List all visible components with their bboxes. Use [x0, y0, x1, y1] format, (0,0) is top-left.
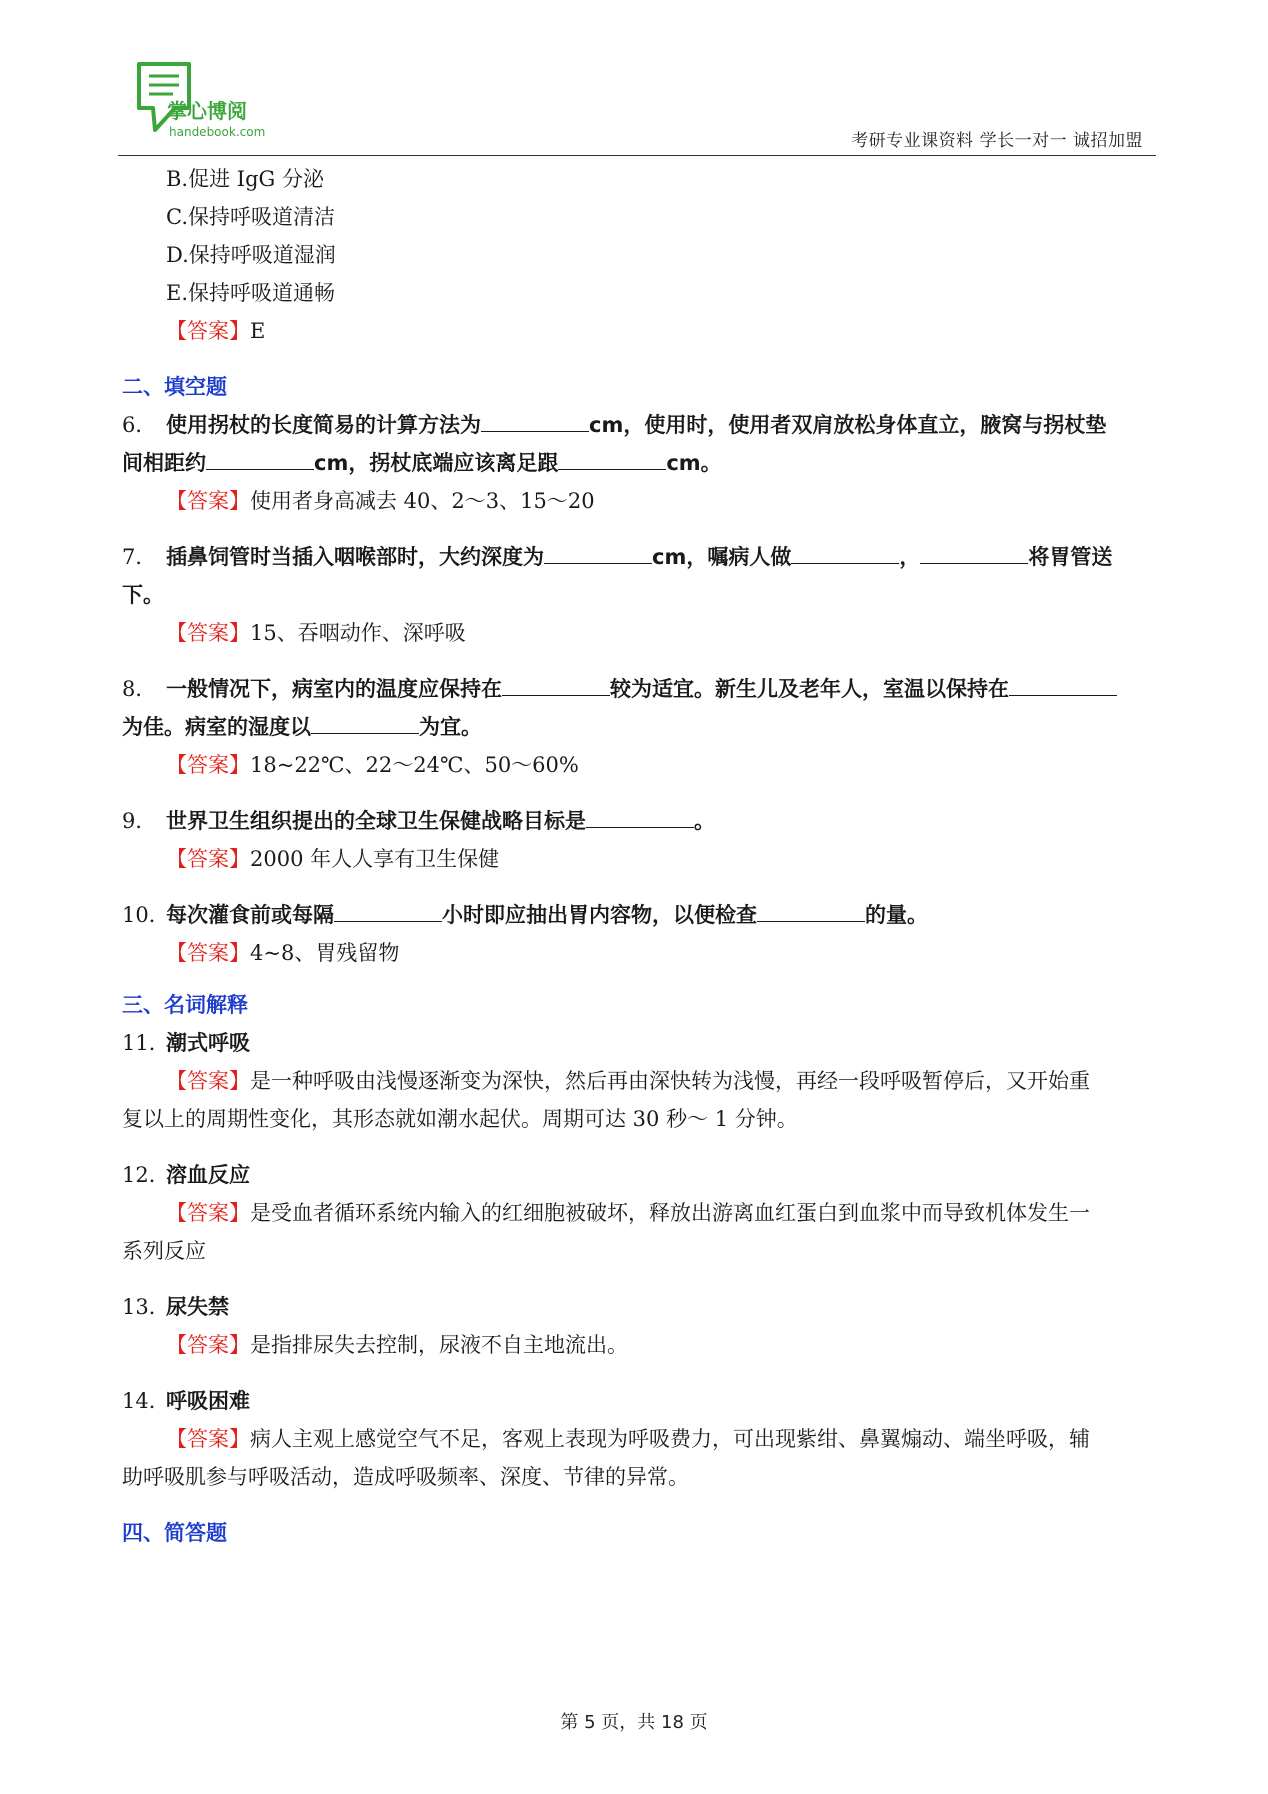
answer-text: 15、吞咽动作、深呼吸 — [250, 621, 466, 645]
question-7 — [122, 538, 1156, 576]
answer-14-cont: 助呼吸肌参与呼吸活动，造成呼吸频率、深度、节律的异常。 — [122, 1465, 689, 1489]
question-text: 为宜。 — [419, 715, 482, 739]
question-number: 12． — [122, 1163, 170, 1187]
blank — [206, 451, 314, 470]
answer-11 — [122, 1062, 1156, 1100]
answer-10 — [122, 934, 1156, 972]
question-10 — [122, 896, 1156, 934]
blank — [757, 903, 865, 922]
answer-text: 使用者身高减去 40、2～3、15～20 — [250, 489, 595, 513]
blank — [558, 451, 666, 470]
section-terms: 三、名词解释 — [122, 993, 248, 1017]
answer-6 — [122, 482, 1156, 520]
answer-tag: 【答案】 — [166, 621, 250, 645]
answer-text: 是受血者循环系统内输入的红细胞被破坏，释放出游离血红蛋白到血浆中而导致机体发生一 — [250, 1201, 1090, 1225]
question-text: 一般情况下，病室内的温度应保持在 — [166, 677, 502, 701]
option-c: C.保持呼吸道清洁 — [166, 205, 335, 229]
answer-12-cont: 系列反应 — [122, 1239, 206, 1263]
answer-text: 4~8、胃残留物 — [250, 941, 400, 965]
section-fill-blank: 二、填空题 — [122, 375, 227, 399]
question-number: 10． — [122, 903, 170, 927]
answer-tag: 【答案】 — [166, 489, 250, 513]
question-number: 7． — [122, 545, 157, 569]
header-divider — [118, 155, 1156, 156]
question-14 — [122, 1382, 1156, 1420]
question-number: 13． — [122, 1295, 170, 1319]
question-text: 将胃管送 — [1028, 545, 1113, 569]
term-title: 潮式呼吸 — [166, 1031, 250, 1055]
answer-prev — [122, 312, 1156, 350]
question-8 — [122, 670, 1156, 708]
term-title: 溶血反应 — [166, 1163, 250, 1187]
answer-text: 2000 年人人享有卫生保健 — [250, 847, 500, 871]
question-number: 11． — [122, 1031, 170, 1055]
question-12 — [122, 1156, 1156, 1194]
question-text: 。 — [694, 809, 715, 833]
header-slogan: 考研专业课资料 学长一对一 诚招加盟 — [851, 131, 1143, 151]
question-7-cont: 下。 — [122, 583, 164, 607]
answer-tag: 【答案】 — [166, 941, 250, 965]
answer-9 — [122, 840, 1156, 878]
question-text: 每次灌食前或每隔 — [166, 903, 334, 927]
question-text: 较为适宜。新生儿及老年人，室温以保持在 — [610, 677, 1009, 701]
blank — [1009, 677, 1117, 696]
answer-tag: 【答案】 — [166, 847, 250, 871]
logo-url: handebook.com — [169, 125, 266, 139]
question-text: cm，使用时，使用者双肩放松身体直立，腋窝与拐杖垫 — [589, 413, 1107, 437]
question-text: 世界卫生组织提出的全球卫生保健战略目标是 — [166, 809, 586, 833]
blank — [544, 545, 652, 564]
question-text: cm。 — [666, 451, 722, 475]
answer-tag: 【答案】 — [166, 1201, 250, 1225]
answer-text: 病人主观上感觉空气不足，客观上表现为呼吸费力，可出现紫绀、鼻翼煽动、端坐呼吸，辅 — [250, 1427, 1090, 1451]
blank — [334, 903, 442, 922]
answer-tag: 【答案】 — [166, 753, 250, 777]
answer-tag: 【答案】 — [166, 1069, 250, 1093]
question-text: 插鼻饲管时当插入咽喉部时，大约深度为 — [166, 545, 544, 569]
logo — [133, 60, 283, 150]
question-text: 小时即应抽出胃内容物，以便检查 — [442, 903, 757, 927]
blank — [311, 715, 419, 734]
question-8-cont — [122, 708, 1156, 746]
blank — [502, 677, 610, 696]
question-6-cont — [122, 444, 1156, 482]
question-number: 9． — [122, 809, 157, 833]
term-title: 呼吸困难 — [166, 1389, 250, 1413]
answer-tag: 【答案】 — [166, 1427, 250, 1451]
blank — [920, 545, 1028, 564]
answer-8 — [122, 746, 1156, 784]
question-text: 的量。 — [865, 903, 928, 927]
answer-14 — [122, 1420, 1156, 1458]
answer-7 — [122, 614, 1156, 652]
blank — [481, 413, 589, 432]
answer-text: 18~22℃、22～24℃、50～60% — [250, 753, 579, 777]
option-e: E.保持呼吸道通畅 — [166, 281, 336, 305]
answer-text: E — [250, 319, 266, 343]
question-text: ， — [899, 545, 921, 569]
answer-tag: 【答案】 — [166, 319, 250, 343]
answer-text: 是一种呼吸由浅慢逐渐变为深快，然后再由深快转为浅慢，再经一段呼吸暂停后，又开始重 — [250, 1069, 1090, 1093]
question-number: 6． — [122, 413, 157, 437]
blank — [791, 545, 899, 564]
answer-11-cont: 复以上的周期性变化，其形态就如潮水起伏。周期可达 30 秒～ 1 分钟。 — [122, 1107, 798, 1131]
question-6 — [122, 406, 1156, 444]
option-d: D.保持呼吸道湿润 — [166, 243, 336, 267]
answer-12 — [122, 1194, 1156, 1232]
question-text: cm，嘱病人做 — [652, 545, 792, 569]
question-number: 14． — [122, 1389, 170, 1413]
option-b: B.促进 IgG 分泌 — [166, 167, 324, 191]
page-content — [122, 160, 1156, 1552]
answer-text: 是指排尿失去控制，尿液不自主地流出。 — [250, 1333, 628, 1357]
question-text: cm，拐杖底端应该离足跟 — [314, 451, 559, 475]
question-text: 间相距约 — [122, 451, 206, 475]
answer-13 — [122, 1326, 1156, 1364]
page-number: 第 5 页，共 18 页 — [560, 1712, 708, 1733]
blank — [586, 809, 694, 828]
question-text: 为佳。病室的湿度以 — [122, 715, 311, 739]
answer-tag: 【答案】 — [166, 1333, 250, 1357]
question-11 — [122, 1024, 1156, 1062]
section-short-answer: 四、简答题 — [122, 1521, 227, 1545]
question-number: 8． — [122, 677, 157, 701]
question-text: 使用拐杖的长度简易的计算方法为 — [166, 413, 481, 437]
logo-name: 掌心博阅 — [167, 99, 247, 123]
term-title: 尿失禁 — [166, 1295, 229, 1319]
question-9 — [122, 802, 1156, 840]
question-13 — [122, 1288, 1156, 1326]
